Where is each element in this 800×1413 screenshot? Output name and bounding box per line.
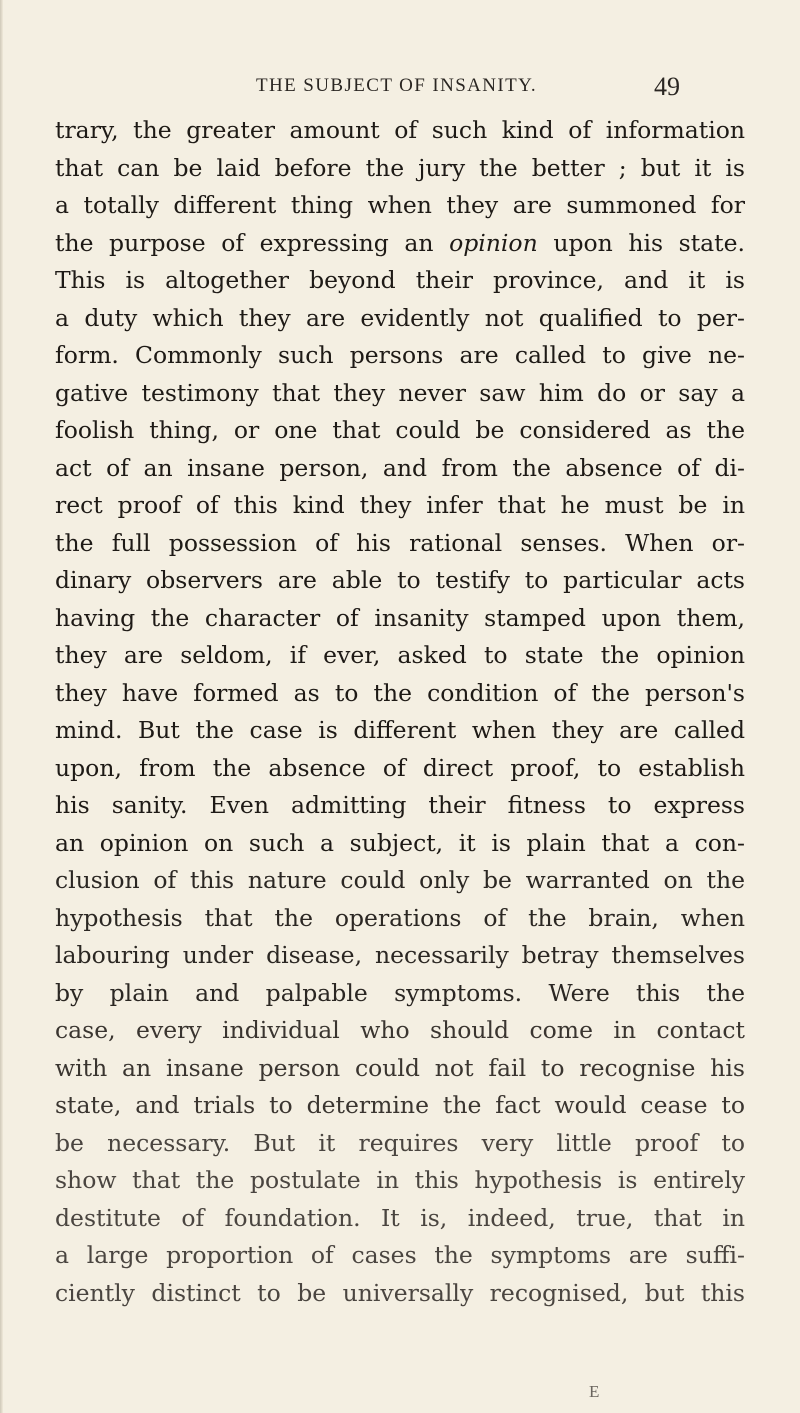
text-line-1: trary, the greater amount of such kind of information	[55, 116, 745, 144]
page-edge-shadow	[0, 0, 3, 1413]
text-line-19: his sanity. Even admitting their fitness to express	[55, 791, 745, 819]
text-line-20: an opinion on such a subject, it is plain that a con-	[55, 828, 745, 857]
text-line-32: ciently distinct to be universally recognised, but this	[55, 1278, 745, 1307]
text-line-24: by plain and palpable symptoms. Were this the	[55, 978, 745, 1007]
text-line-4-end: upon his state.	[553, 228, 745, 257]
text-line-21: clusion of this nature could only be warranted on the	[55, 866, 745, 894]
text-line-29: show that the postulate in this hypothesis is entirely	[55, 1166, 745, 1194]
text-line-6: a duty which they are evidently not qualified to per-	[55, 303, 745, 332]
text-line-27: state, and trials to determine the fact would cease to	[55, 1091, 745, 1119]
text-line-4-start: the purpose of expressing an	[55, 228, 434, 257]
italic-word-opinion: opinion	[449, 228, 538, 257]
text-line-30: destitute of foundation. It is, indeed, true, that in	[55, 1203, 745, 1232]
text-line-16: they have formed as to the condition of the person's	[55, 678, 745, 707]
text-line-31: a large proportion of cases the symptoms are suffi-	[55, 1241, 745, 1269]
text-line-7: form. Commonly such persons are called to give ne-	[55, 341, 745, 369]
text-line-4	[55, 225, 745, 263]
text-line-11: rect proof of this kind they infer that he must be in	[55, 491, 745, 519]
running-title: THE SUBJECT OF INSANITY.	[256, 75, 537, 96]
text-line-3: a totally different thing when they are summoned for	[55, 191, 745, 219]
text-line-28: be necessary. But it requires very little proof to	[55, 1128, 745, 1157]
text-line-9: foolish thing, or one that could be considered as the	[55, 416, 745, 444]
text-line-8: gative testimony that they never saw him do or say a	[55, 378, 745, 407]
text-line-26: with an insane person could not fail to recognise his	[55, 1053, 745, 1082]
text-line-23: labouring under disease, necessarily betray themselves	[55, 941, 745, 969]
text-line-15: they are seldom, if ever, asked to state the opinion	[55, 641, 745, 669]
page-header	[0, 72, 800, 115]
text-line-5: This is altogether beyond their province, and it is	[55, 266, 745, 294]
text-line-12: the full possession of his rational senses. When or-	[55, 528, 745, 557]
body-text	[55, 112, 745, 1312]
text-line-22: hypothesis that the operations of the brain, when	[55, 903, 745, 932]
text-line-18: upon, from the absence of direct proof, to establish	[55, 753, 745, 782]
text-line-13: dinary observers are able to testify to particular acts	[55, 566, 745, 594]
text-line-10: act of an insane person, and from the absence of di-	[55, 453, 745, 482]
signature-mark: E	[589, 1382, 600, 1401]
text-line-14: having the character of insanity stamped upon them,	[55, 603, 745, 632]
page-number: 49	[654, 72, 680, 101]
text-line-25: case, every individual who should come in contact	[55, 1016, 745, 1044]
text-line-2: that can be laid before the jury the better ; but it is	[55, 153, 745, 182]
text-line-17: mind. But the case is different when they are called	[55, 716, 745, 744]
